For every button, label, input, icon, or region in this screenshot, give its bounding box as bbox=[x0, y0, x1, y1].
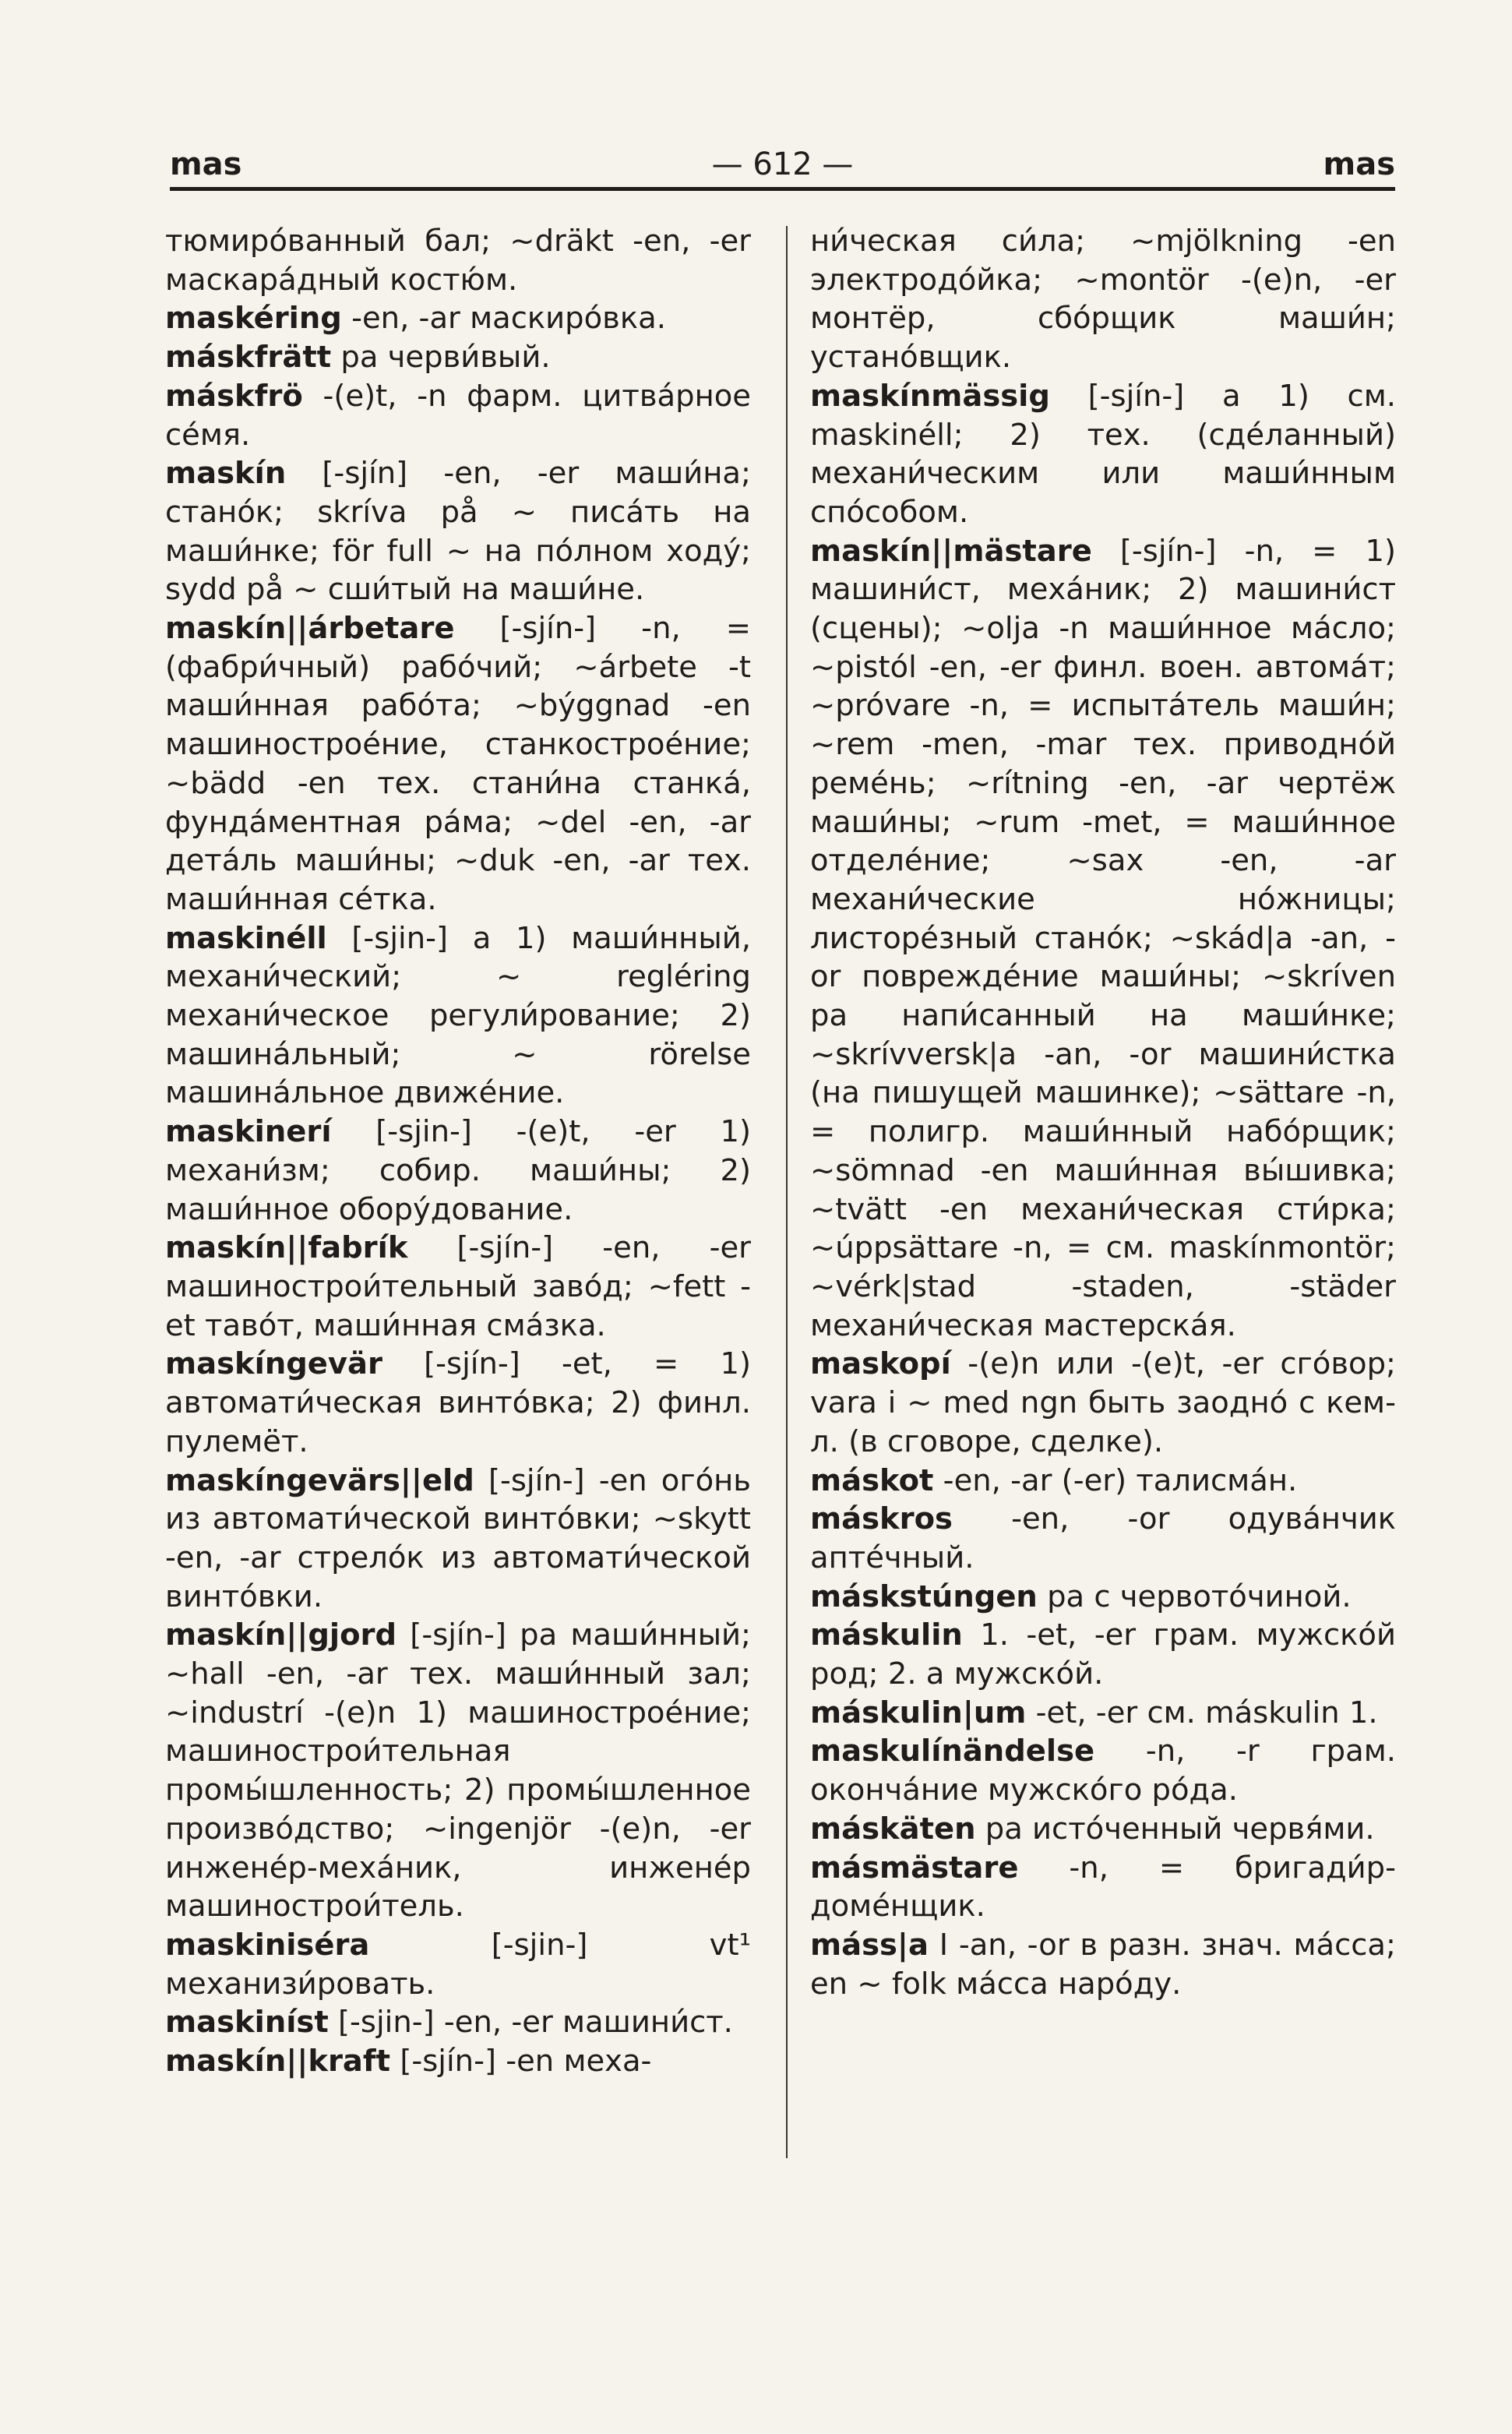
entry-text: -n, -r грам. оконча́ние мужско́го ро́да. bbox=[810, 1734, 1396, 1808]
headword: maskín||gjord bbox=[165, 1617, 397, 1653]
headword: maskéring bbox=[165, 301, 342, 337]
headword: máskfrö bbox=[165, 378, 303, 414]
entry bbox=[165, 609, 751, 919]
headword: maskín||fabrík bbox=[165, 1230, 408, 1266]
entry bbox=[165, 1345, 751, 1461]
entry-text: -n, = бригади́р-доме́нщик. bbox=[810, 1850, 1396, 1924]
entry bbox=[165, 338, 751, 377]
entry-text: pa черви́вый. bbox=[331, 340, 551, 376]
headword: maskíngevärs||eld bbox=[165, 1462, 474, 1498]
entry-text: [-sjín-] -en ого́нь из автомати́ческой винто́вки; ~skytt -en, -ar стрело́к из автомати́ческой винто́вки. bbox=[165, 1462, 751, 1614]
entry bbox=[810, 377, 1396, 532]
headword: maskulínändelse bbox=[810, 1734, 1095, 1769]
headword: máskot bbox=[810, 1462, 934, 1498]
entry-text: 1. -et, -er грам. мужско́й род; 2. a мужско́й. bbox=[810, 1617, 1396, 1692]
entry bbox=[165, 2003, 751, 2042]
headword: maskiníst bbox=[165, 2005, 329, 2041]
entry bbox=[810, 1926, 1396, 2003]
headword: maskín bbox=[165, 456, 287, 492]
header-left-guideword: mas bbox=[170, 146, 242, 182]
headword: maskinerí bbox=[165, 1114, 332, 1150]
entry bbox=[810, 1849, 1396, 1926]
entry-text: [-sjín-] -n, = (фабри́чный) рабо́чий; ~árbete -t маши́нная рабо́та; ~býggnad -en машинострое́ние, станкострое́ние; ~bädd -en тех. стани́на станка́, фунда́ментная ра́ма; ~del -en, -ar дета́ль маши́ны; ~duk -en, -ar тех. маши́нная се́тка. bbox=[165, 611, 751, 917]
entry-text: -en, -or одува́нчик апте́чный. bbox=[810, 1501, 1396, 1575]
entry bbox=[810, 532, 1396, 1346]
headword: maskínmässig bbox=[810, 378, 1050, 414]
entry bbox=[165, 1462, 751, 1617]
headword: máskulin|um bbox=[810, 1695, 1027, 1730]
headword: maskín||kraft bbox=[165, 2044, 391, 2079]
headword: máskäten bbox=[810, 1811, 976, 1847]
entry bbox=[165, 919, 751, 1113]
headword: máskfrätt bbox=[165, 340, 332, 376]
entry-text: ни́ческая си́ла; ~mjölkning -en электродо́йка; ~montör -(e)n, -er монтёр, сбо́рщик маши́н; устано́вщик. bbox=[810, 224, 1396, 376]
entry-text: -en, -ar маскиро́вка. bbox=[341, 301, 666, 337]
entry-text: [-sjín-] -en, -er машинострои́тельный заво́д; ~fett -et таво́т, маши́нная сма́зка. bbox=[165, 1230, 751, 1343]
entry bbox=[165, 222, 751, 299]
headword: maskinéll bbox=[165, 920, 327, 956]
entry bbox=[165, 1926, 751, 2003]
entry-text: -(e)t, -n фарм. цитва́рное се́мя. bbox=[165, 378, 751, 453]
entry-text: -et, -er см. máskulin 1. bbox=[1026, 1695, 1378, 1730]
entry-text: -en, -ar (-er) талисма́н. bbox=[933, 1462, 1298, 1498]
entry bbox=[810, 1616, 1396, 1693]
entry-text: [-sjín-] pa маши́нный; ~hall -en, -ar тех. маши́нный зал; ~industrí -(e)n 1) машинострое́ние; машинострои́тельная промы́шленность; 2) промы́шленное произво́дство; ~ingenjör -(e)n, -er инжене́р-меха́ник, инжене́р машинострои́тель. bbox=[165, 1617, 751, 1924]
headword: máskulin bbox=[810, 1617, 963, 1653]
entry-text: [-sjin-] -en, -er машини́ст. bbox=[328, 2005, 733, 2041]
headword: maskíngevär bbox=[165, 1346, 382, 1382]
page-number: — 612 — bbox=[711, 146, 854, 182]
entry bbox=[165, 2042, 751, 2081]
entry-text: I -an, -or в разн. знач. ма́сса; en ~ folk ма́сса наро́ду. bbox=[810, 1927, 1396, 2002]
entry-text: [-sjín-] a 1) см. maskinéll; 2) тех. (сде́ланный) механи́ческим или маши́нным спо́собом. bbox=[810, 378, 1396, 530]
entry bbox=[165, 1229, 751, 1345]
entry bbox=[810, 1732, 1396, 1809]
entry-text: [-sjin-] a 1) маши́нный, механи́ческий; ~ regléring механи́ческое регули́рование; 2) машина́льный; ~ rörelse машина́льное движе́ние. bbox=[165, 920, 751, 1111]
page-header bbox=[170, 146, 1395, 191]
entry bbox=[165, 299, 751, 338]
entry-text: [-sjin-] vt¹ механизи́ровать. bbox=[165, 1927, 751, 2002]
headword: másmästare bbox=[810, 1850, 1019, 1885]
entry bbox=[165, 377, 751, 454]
headword: máskros bbox=[810, 1501, 953, 1537]
entry-text: -(e)n или -(e)t, -er сго́вор; vara i ~ med ngn быть заодно́ с кем-л. (в сговоре, сделке). bbox=[810, 1346, 1396, 1459]
entry-text: pa с червото́чиной. bbox=[1037, 1579, 1352, 1614]
entry bbox=[810, 1694, 1396, 1733]
entry bbox=[810, 1345, 1396, 1461]
entry bbox=[810, 1578, 1396, 1617]
headword: máskstúngen bbox=[810, 1579, 1038, 1614]
headword: maskín||mästare bbox=[810, 533, 1092, 569]
headword: maskiniséra bbox=[165, 1927, 370, 1963]
entry bbox=[810, 1462, 1396, 1501]
entry-text: [-sjín-] -et, = 1) автомати́ческая винто́вка; 2) финл. пулемёт. bbox=[165, 1346, 751, 1459]
entry bbox=[810, 222, 1396, 377]
headword: maskín||árbetare bbox=[165, 611, 455, 647]
left-column bbox=[165, 222, 751, 2081]
headword: maskopí bbox=[810, 1346, 951, 1382]
entry-text: pa исто́ченный червя́ми. bbox=[975, 1811, 1375, 1847]
entry bbox=[810, 1810, 1396, 1849]
entry bbox=[165, 1113, 751, 1229]
entry-text: [-sjín] -en, -er маши́на; стано́к; skríva på ~ писа́ть на маши́нке; för full ~ на по́лном ходу́; sydd på ~ сши́тый на маши́не. bbox=[165, 456, 751, 608]
entry-text: тюмиро́ванный бал; ~dräkt -en, -er маскара́дный костю́м. bbox=[165, 224, 751, 298]
entry bbox=[165, 1616, 751, 1926]
entry bbox=[810, 1500, 1396, 1577]
headword: máss|a bbox=[810, 1927, 929, 1963]
entry-text: [-sjín-] -en меха- bbox=[390, 2044, 652, 2079]
entry-text: [-sjin-] -(e)t, -er 1) механи́зм; собир. маши́ны; 2) маши́нное обору́дование. bbox=[165, 1114, 751, 1227]
entry-text: [-sjín-] -n, = 1) машини́ст, меха́ник; 2) машини́ст (сцены); ~olja -n маши́нное ма́сло; ~pistól -en, -er финл. воен. автома́т; ~próvare -n, = испыта́тель маши́н; ~rem -men, -mar тех. приводно́й реме́нь; ~rítning -en, -ar чертёж маши́ны; ~rum -met, = маши́нное отделе́ние; ~sax -en, -ar механи́ческие но́жницы; листоре́зный стано́к; ~skád|a -an, -or поврежде́ние маши́ны; ~skríven pa напи́санный на маши́нке; ~skrívversk|a -an, -or машини́стка (на пишущей машинке); ~sättare -n, = полигр. маши́нный набо́рщик; ~sömnad -en маши́нная вы́шивка; ~tvätt -en механи́ческая сти́рка; ~úppsättare -n, = см. maskínmontör; ~vérk|stad -staden, -städer механи́ческая мастерска́я. bbox=[810, 533, 1396, 1343]
right-column bbox=[810, 222, 1396, 2003]
header-right-guideword: mas bbox=[1323, 146, 1395, 182]
entry bbox=[165, 454, 751, 609]
column-divider bbox=[786, 226, 788, 2158]
